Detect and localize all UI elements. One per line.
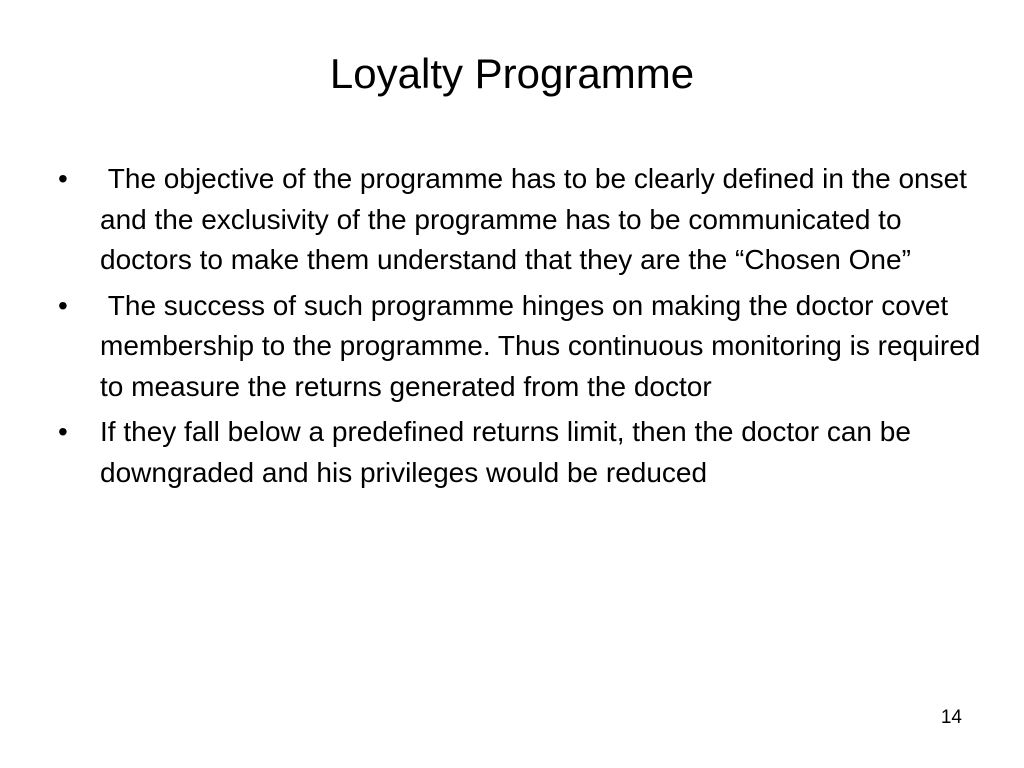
slide-number: 14 [940, 707, 962, 728]
bullet-list [58, 159, 988, 498]
bullet-marker: • [58, 163, 68, 194]
bullet-marker: • [58, 289, 68, 321]
bullet-item [58, 412, 988, 493]
bullet-text: If they fall below a predefined returns limit, then the doctor can be downgraded and his privileges would be reduced [100, 416, 919, 488]
bullet-marker: • [58, 416, 68, 447]
slide-title: Loyalty Programme [329, 50, 695, 97]
bullet-item [58, 159, 988, 281]
bullet-text: The success of such programme hinges on making the doctor covet membership to the programme. Thus continuous monitoring is required to measure the returns generated from the doctor [100, 289, 989, 402]
bullet-text: The objective of the programme has to be clearly defined in the onset and the exclusivity of the programme has to be communicated to doctors to make them understand that they are the “Chosen One” [100, 163, 975, 275]
bullet-item [58, 286, 988, 408]
